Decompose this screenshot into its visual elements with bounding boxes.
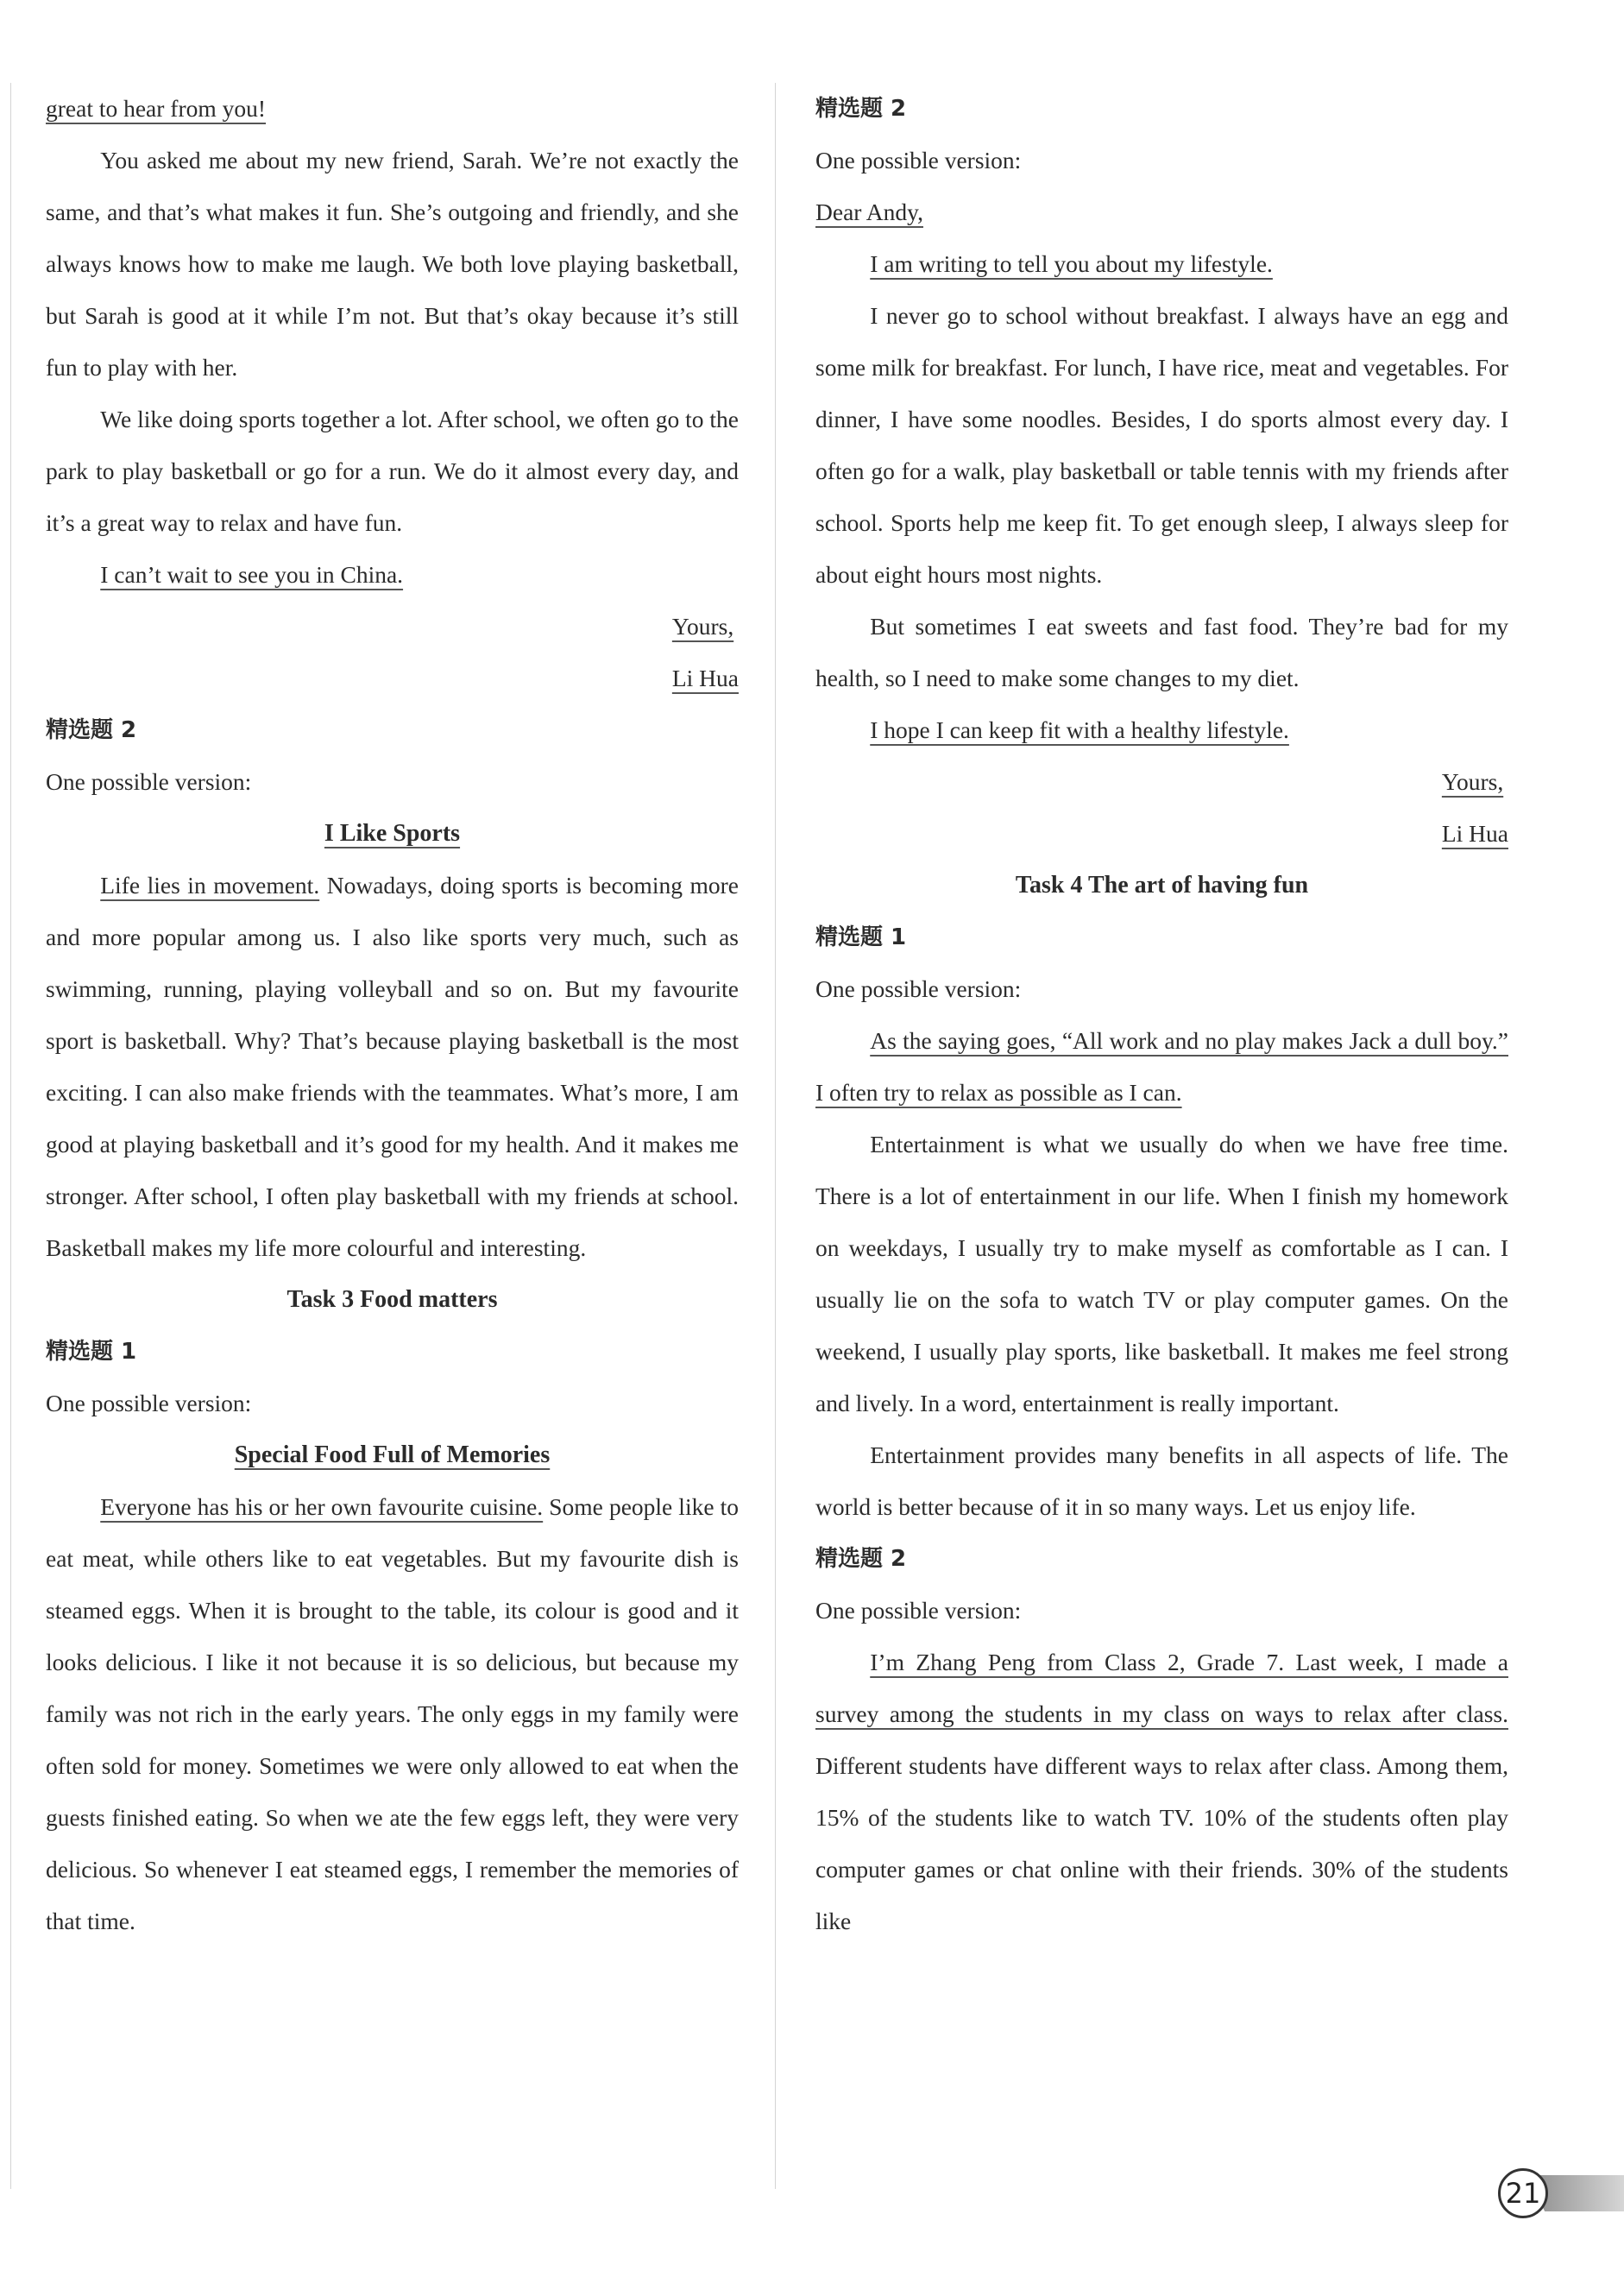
fun-paragraph-1: As the saying goes, “All work and no play makes Jack a dull boy.” I often try to relax as possible as I can. xyxy=(815,1027,1508,1106)
signature: Li Hua xyxy=(1441,820,1508,847)
right-column xyxy=(815,83,1508,1947)
task-heading-3: Task 3 Food matters xyxy=(286,1286,498,1313)
section-label: 精选题 2 xyxy=(815,96,907,122)
version-label-4b: One possible version: xyxy=(815,1597,1022,1624)
essay-title: I Like Sports xyxy=(324,820,461,847)
section-label-3: 精选题 1 xyxy=(46,1339,137,1365)
letter-opening: I am writing to tell you about my lifestyle. xyxy=(870,250,1273,277)
left-margin-line xyxy=(10,83,11,2189)
sign-off: Yours, xyxy=(671,613,734,640)
column-divider xyxy=(775,83,776,2189)
survey-paragraph: I’m Zhang Peng from Class 2, Grade 7. Last week, I made a survey among the students in my class on ways to relax after class. Different students have different ways to relax after class. Among them, 15% of the students like to watch TV. 10% of the students often play computer games or chat online with their friends. 30% of the students like xyxy=(815,1649,1508,1934)
task-heading-4: Task 4 The art of having fun xyxy=(1015,872,1309,899)
letter-greeting: Dear Andy, xyxy=(815,199,923,225)
letter-paragraph-2: But sometimes I eat sweets and fast food. They’re bad for my health, so I need to make some changes to my diet. xyxy=(815,613,1508,691)
food-essay-paragraph: Everyone has his or her own favourite cuisine. Some people like to eat meat, while others like to eat vegetables. But my favourite dish is steamed eggs. When it is brought to the table, its colour is good and it looks delicious. I like it not because it is so delicious, but because my family was not rich in the early years. The only eggs in my family were often sold for money. Sometimes we were only allowed to eat when the guests finished eating. So when we ate the few eggs left, they were very delicious. So whenever I eat steamed eggs, I remember the memories of that time. xyxy=(46,1493,739,1934)
fun-paragraph-2: Entertainment is what we usually do when we have free time. There is a lot of entertainment in our life. When I finish my homework on weekdays, I usually try to make myself as comfortable as I can. I usually lie on the sofa to watch TV or play computer games. On the weekend, I usually play sports, like basketball. It makes me feel strong and lively. In a word, entertainment is really important. xyxy=(815,1131,1508,1416)
letter-closing: I hope I can keep fit with a healthy lifestyle. xyxy=(870,716,1289,743)
left-column xyxy=(46,83,739,1947)
signature: Li Hua xyxy=(671,665,739,691)
letter-paragraph-1: I never go to school without breakfast. I always have an egg and some milk for breakfast. For lunch, I have rice, meat and vegetables. For dinner, I have some noodles. Besides, I do sports almost every day. I often go for a walk, play basketball or table tennis with my friends after school. Sports help me keep fit. To get enough sleep, I always sleep for about eight hours most nights. xyxy=(815,302,1508,588)
section-label-4b: 精选题 2 xyxy=(815,1546,907,1572)
letter-signature-block xyxy=(815,756,1508,860)
letter-closing: I can’t wait to see you in China. xyxy=(100,561,404,588)
food-essay-title: Special Food Full of Memories xyxy=(234,1441,551,1468)
letter-signature-block xyxy=(46,601,739,704)
sign-off: Yours, xyxy=(1441,768,1504,795)
letter-paragraph-2: We like doing sports together a lot. After school, we often go to the park to play basketball or go for a run. We do it almost every day, and it’s a great way to relax and have fun. xyxy=(46,406,739,536)
version-label: One possible version: xyxy=(46,768,252,795)
fun-paragraph-3: Entertainment provides many benefits in all aspects of life. The world is better because of it in so many ways. Let us enjoy life. xyxy=(815,1441,1508,1520)
section-label: 精选题 2 xyxy=(46,717,137,743)
page-number: 21 xyxy=(1498,2168,1548,2218)
letter-paragraph-1: You asked me about my new friend, Sarah. We’re not exactly the same, and that’s what makes it fun. She’s outgoing and friendly, and she always knows how to make me laugh. We both love playing basketball, but Sarah is good at it while I’m not. But that’s okay because it’s still fun to play with her. xyxy=(46,147,739,381)
version-label-4a: One possible version: xyxy=(815,975,1022,1002)
version-label-3: One possible version: xyxy=(46,1390,252,1416)
section-label-4a: 精选题 1 xyxy=(815,924,907,950)
version-label: One possible version: xyxy=(815,147,1022,173)
essay-paragraph: Life lies in movement. Nowadays, doing sports is becoming more and more popular among us. I also like sports very much, such as swimming, running, playing volleyball and so on. But my favourite sport is basketball. Why? That’s because playing basketball is the most exciting. I can also make friends with the teammates. What’s more, I am good at playing basketball and it’s good for my health. And it makes me stronger. After school, I often play basketball with my friends at school. Basketball makes my life more colourful and interesting. xyxy=(46,872,740,1261)
intro-line: great to hear from you! xyxy=(46,95,267,122)
